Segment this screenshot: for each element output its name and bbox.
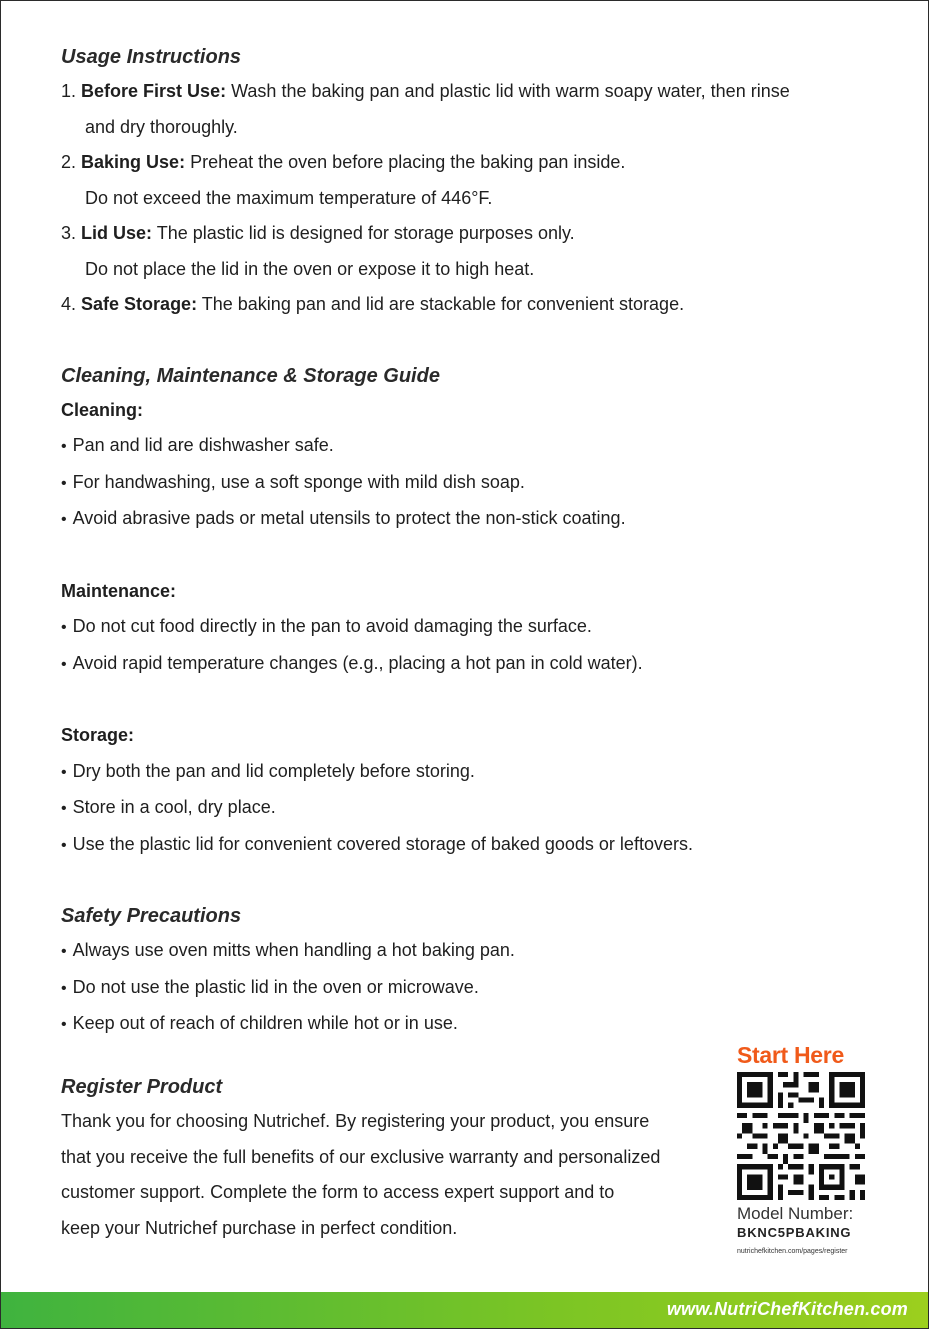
storage-bullet: • Use the plastic lid for convenient covered storage of baked goods or leftovers.: [61, 827, 881, 864]
qr-code-icon[interactable]: [737, 1072, 865, 1200]
maintenance-bullet: • Do not cut food directly in the pan to avoid damaging the surface.: [61, 609, 881, 646]
safety-bullet: • Do not use the plastic lid in the oven or microwave.: [61, 970, 881, 1007]
start-here-label: Start Here: [737, 1042, 844, 1068]
section-gap: [61, 863, 881, 899]
usage-item-4: 4. Safe Storage: The baking pan and lid are stackable for convenient storage.: [61, 294, 685, 314]
storage-bullet: • Dry both the pan and lid completely before storing.: [61, 754, 881, 791]
safety-title: Safety Precautions: [61, 905, 242, 927]
usage-item-2: 2. Baking Use: Preheat the oven before placing the baking pan inside.: [61, 152, 626, 172]
safety-bullet: • Always use oven mitts when handling a hot baking pan.: [61, 933, 881, 970]
usage-item-1: 1. Before First Use: Wash the baking pan and plastic lid with warm soapy water, then rinse: [61, 81, 790, 101]
usage-item-2-cont: Do not exceed the maximum temperature of 446°F.: [85, 187, 493, 208]
model-number-value: BKNC5PBAKING: [737, 1225, 852, 1240]
storage-heading: Storage:: [61, 725, 135, 745]
cleaning-heading: Cleaning:: [61, 399, 144, 420]
cleaning-bullet: • Avoid abrasive pads or metal utensils to protect the non-stick coating.: [61, 501, 881, 538]
usage-item-3: 3. Lid Use: The plastic lid is designed for storage purposes only.: [61, 223, 575, 243]
section-gap: [61, 538, 881, 574]
cleaning-bullet: • Pan and lid are dishwasher safe.: [61, 428, 881, 465]
section-gap: [61, 682, 881, 718]
safety-bullet: • Keep out of reach of children while hot or in use.: [61, 1006, 881, 1043]
footer-bar: [1, 1292, 928, 1328]
cleaning-guide-title: Cleaning, Maintenance & Storage Guide: [61, 364, 440, 387]
qr-register-panel: [737, 1040, 872, 1255]
register-title: Register Product: [61, 1076, 223, 1098]
footer-website-link[interactable]: www.NutriChefKitchen.com: [666, 1299, 908, 1319]
maintenance-bullet: • Avoid rapid temperature changes (e.g., placing a hot pan in cold water).: [61, 646, 881, 683]
cleaning-bullet: • For handwashing, use a soft sponge with mild dish soap.: [61, 465, 881, 502]
register-section: [61, 1070, 731, 1246]
storage-bullet: • Store in a cool, dry place.: [61, 790, 881, 827]
section-gap: [61, 323, 881, 359]
usage-item-1-cont: and dry thoroughly.: [85, 116, 238, 137]
model-number-label: Model Number:: [737, 1204, 854, 1223]
usage-title: Usage Instructions: [61, 46, 242, 68]
register-paragraph: Thank you for choosing Nutrichef. By registering your product, you ensure that you receive the full benefits of our exclusive warranty and personalized customer support. Complete the form to access expert support and to keep your Nutrichef purchase in perfect condition.: [61, 1111, 661, 1238]
maintenance-heading: Maintenance:: [61, 580, 177, 601]
usage-item-3-cont: Do not place the lid in the oven or expose it to high heat.: [85, 258, 535, 279]
register-url[interactable]: nutrichefkitchen.com/pages/register: [737, 1248, 848, 1255]
